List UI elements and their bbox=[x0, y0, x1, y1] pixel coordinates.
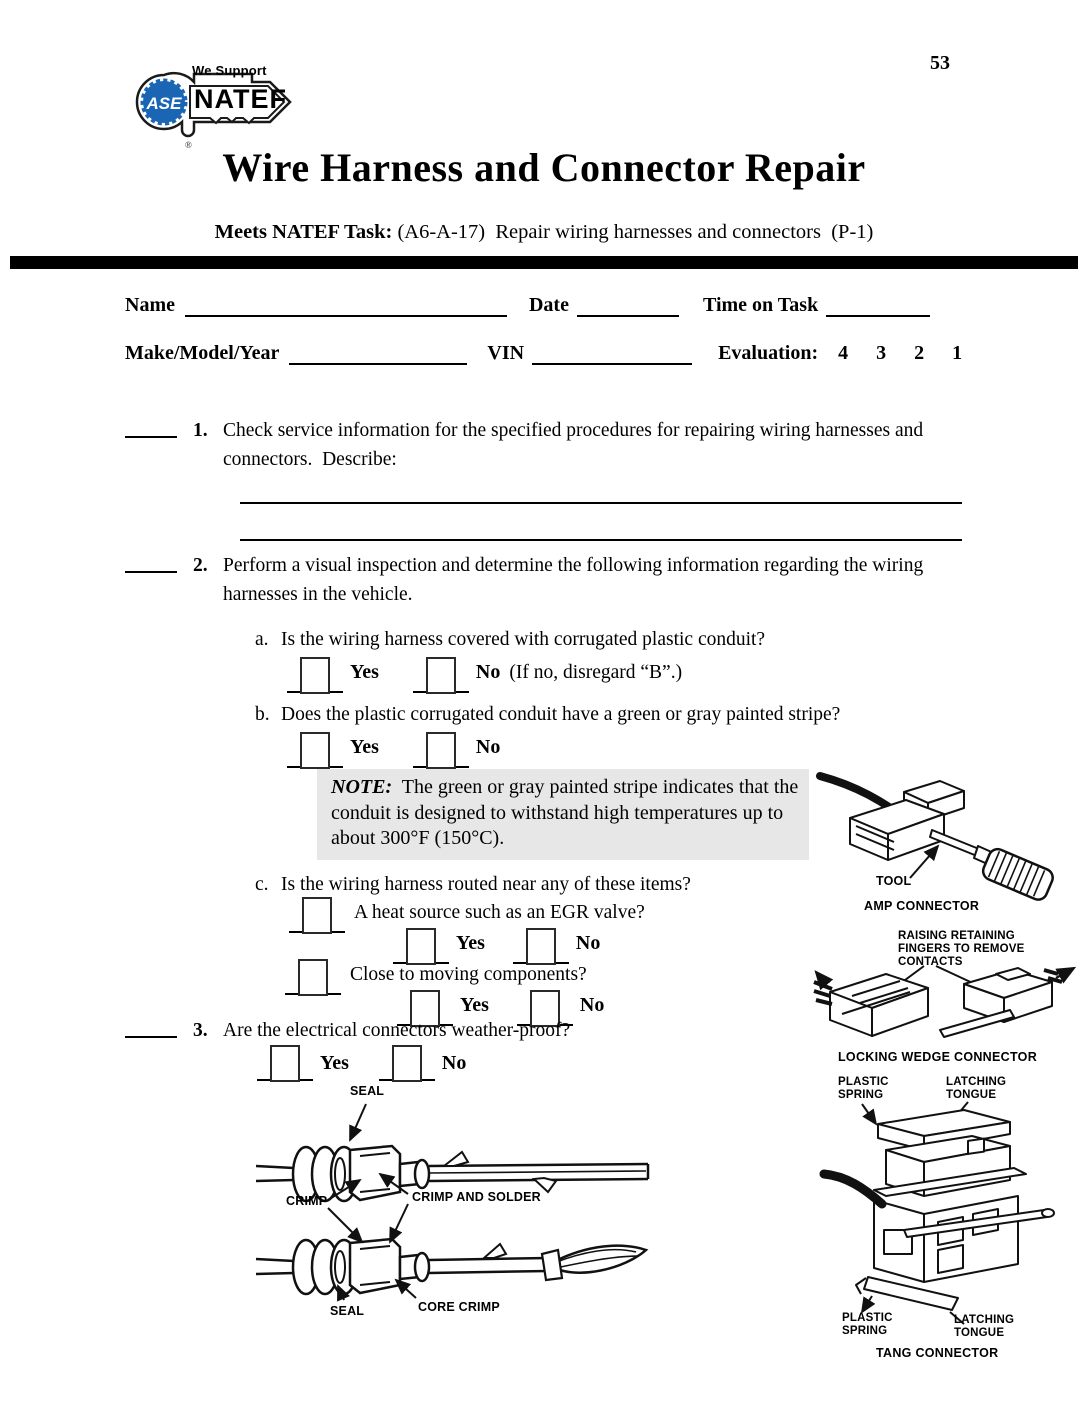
tang-latching-tongue-top-label: LATCHING TONGUE bbox=[946, 1076, 1010, 1102]
question-a-letter: a. bbox=[255, 629, 269, 650]
date-blank bbox=[577, 293, 679, 317]
wedge-annotation-label: RAISING RETAINING FINGERS TO REMOVE CONTACTS bbox=[898, 930, 1028, 969]
no-label: No bbox=[441, 1052, 467, 1075]
question-c-line bbox=[255, 871, 691, 899]
item-1-text: Check service information for the specified procedures for repairing wiring harnesses and connectors. Describe: bbox=[223, 420, 928, 471]
tang-connector-caption: TANG CONNECTOR bbox=[876, 1346, 999, 1360]
evaluation-2: 2 bbox=[914, 342, 925, 364]
locking-wedge-caption: LOCKING WEDGE CONNECTOR bbox=[838, 1050, 1038, 1064]
no-label: No bbox=[475, 736, 501, 759]
checkbox-heat-source bbox=[289, 897, 345, 934]
core-crimp-label: CORE CRIMP bbox=[418, 1300, 500, 1314]
item-3-text: Are the electrical connectors weather-proof? bbox=[223, 1020, 571, 1041]
form-row-identification bbox=[125, 293, 930, 317]
item-2-number: 2. bbox=[193, 555, 208, 576]
question-a-parenthetical: (If no, disregard “B”.) bbox=[509, 662, 683, 683]
question-c-text: Is the wiring harness routed near any of these items? bbox=[281, 874, 691, 895]
task-item-2 bbox=[125, 551, 978, 610]
no-label: No bbox=[475, 661, 501, 684]
question-b bbox=[255, 701, 840, 769]
figure-tang-connector bbox=[818, 1072, 1083, 1372]
evaluation-label: Evaluation: bbox=[718, 342, 819, 364]
question-b-answers bbox=[287, 732, 840, 769]
question-c-letter: c. bbox=[255, 874, 269, 895]
checkbox-a-yes bbox=[287, 657, 343, 694]
svg-text:ASE: ASE bbox=[146, 94, 182, 113]
vin-label: VIN bbox=[487, 342, 525, 364]
form-row-vehicle bbox=[125, 341, 962, 365]
score-blank-1 bbox=[125, 416, 177, 438]
vin-blank bbox=[532, 341, 692, 365]
question-a-line bbox=[255, 626, 765, 654]
natef-task-line bbox=[0, 221, 1088, 244]
question-c bbox=[255, 871, 691, 1027]
checkbox-3-yes bbox=[257, 1045, 313, 1082]
page-number: 53 bbox=[930, 52, 950, 74]
note-label: NOTE: bbox=[331, 776, 393, 798]
checkbox-moving-components bbox=[285, 959, 341, 996]
question-b-text: Does the plastic corrugated conduit have a green or gray painted stripe? bbox=[281, 704, 841, 725]
yes-label: Yes bbox=[320, 1052, 349, 1075]
amp-tool-label: TOOL bbox=[876, 874, 912, 888]
score-blank-2 bbox=[125, 551, 177, 573]
task-label: Meets NATEF Task: bbox=[214, 221, 393, 243]
item-2-text: Perform a visual inspection and determine the following information regarding the wiring harnesses in the vehicle. bbox=[223, 555, 929, 606]
question-a bbox=[255, 626, 765, 694]
checkbox-c1-yes bbox=[393, 928, 449, 965]
make-model-year-blank bbox=[289, 341, 467, 365]
note-box bbox=[317, 769, 809, 860]
name-blank bbox=[185, 293, 507, 317]
checkbox-b-yes bbox=[287, 732, 343, 769]
figure-locking-wedge-connector bbox=[812, 926, 1084, 1071]
page-title: Wire Harness and Connector Repair bbox=[222, 145, 866, 190]
amp-connector-caption: AMP CONNECTOR bbox=[864, 899, 980, 913]
tang-latching-tongue-bottom-label: LATCHING TONGUE bbox=[954, 1314, 1018, 1340]
item-3-number: 3. bbox=[193, 1020, 208, 1041]
describe-line-2 bbox=[240, 537, 962, 541]
figure-terminal-seals bbox=[248, 1082, 673, 1330]
tang-plastic-spring-top-label: PLASTIC SPRING bbox=[838, 1076, 893, 1102]
checkbox-b-no bbox=[413, 732, 469, 769]
describe-line-1 bbox=[240, 500, 962, 504]
natef-ase-logo bbox=[126, 50, 298, 152]
figure-amp-connector bbox=[812, 762, 1072, 927]
name-label: Name bbox=[125, 294, 175, 316]
no-label: No bbox=[579, 994, 605, 1017]
seal-bottom-label: SEAL bbox=[330, 1304, 365, 1318]
yes-label: Yes bbox=[456, 932, 485, 955]
question-b-line bbox=[255, 701, 840, 729]
task-text: (A6-A-17) Repair wiring harnesses and connectors (P-1) bbox=[397, 221, 874, 243]
checkbox-3-no bbox=[379, 1045, 435, 1082]
yes-label: Yes bbox=[350, 661, 379, 684]
date-label: Date bbox=[528, 294, 569, 316]
item-1-number: 1. bbox=[193, 420, 208, 441]
logo-we-support-text: We Support bbox=[192, 63, 267, 78]
seal-top-label: SEAL bbox=[350, 1084, 385, 1098]
svg-text:®: ® bbox=[185, 140, 192, 150]
time-on-task-label: Time on Task bbox=[702, 294, 819, 316]
evaluation-4: 4 bbox=[838, 342, 849, 364]
header-rule bbox=[10, 256, 1078, 269]
note-text: The green or gray painted stripe indicates that the conduit is designed to withstand high temperatures up to about 300°F (150°C). bbox=[331, 776, 804, 850]
evaluation-3: 3 bbox=[876, 342, 887, 364]
question-b-letter: b. bbox=[255, 704, 270, 725]
time-on-task-blank bbox=[826, 293, 930, 317]
question-a-text: Is the wiring harness covered with corrugated plastic conduit? bbox=[281, 629, 766, 650]
crimp-and-solder-label: CRIMP AND SOLDER bbox=[412, 1190, 541, 1204]
checkbox-c1-no bbox=[513, 928, 569, 965]
question-c-sub1-text: A heat source such as an EGR valve? bbox=[354, 902, 645, 923]
question-a-answers bbox=[287, 657, 765, 694]
question-c-sub2-text: Close to moving components? bbox=[350, 964, 587, 985]
score-blank-3 bbox=[125, 1016, 177, 1038]
logo-natef-text: NATEF bbox=[194, 84, 287, 114]
crimp-label: CRIMP bbox=[286, 1194, 328, 1208]
yes-label: Yes bbox=[460, 994, 489, 1017]
checkbox-a-no bbox=[413, 657, 469, 694]
yes-label: Yes bbox=[350, 736, 379, 759]
no-label: No bbox=[575, 932, 601, 955]
tang-plastic-spring-bottom-label: PLASTIC SPRING bbox=[842, 1312, 897, 1338]
task-item-1 bbox=[125, 416, 978, 475]
evaluation-1: 1 bbox=[952, 342, 963, 364]
make-model-year-label: Make/Model/Year bbox=[125, 342, 280, 364]
